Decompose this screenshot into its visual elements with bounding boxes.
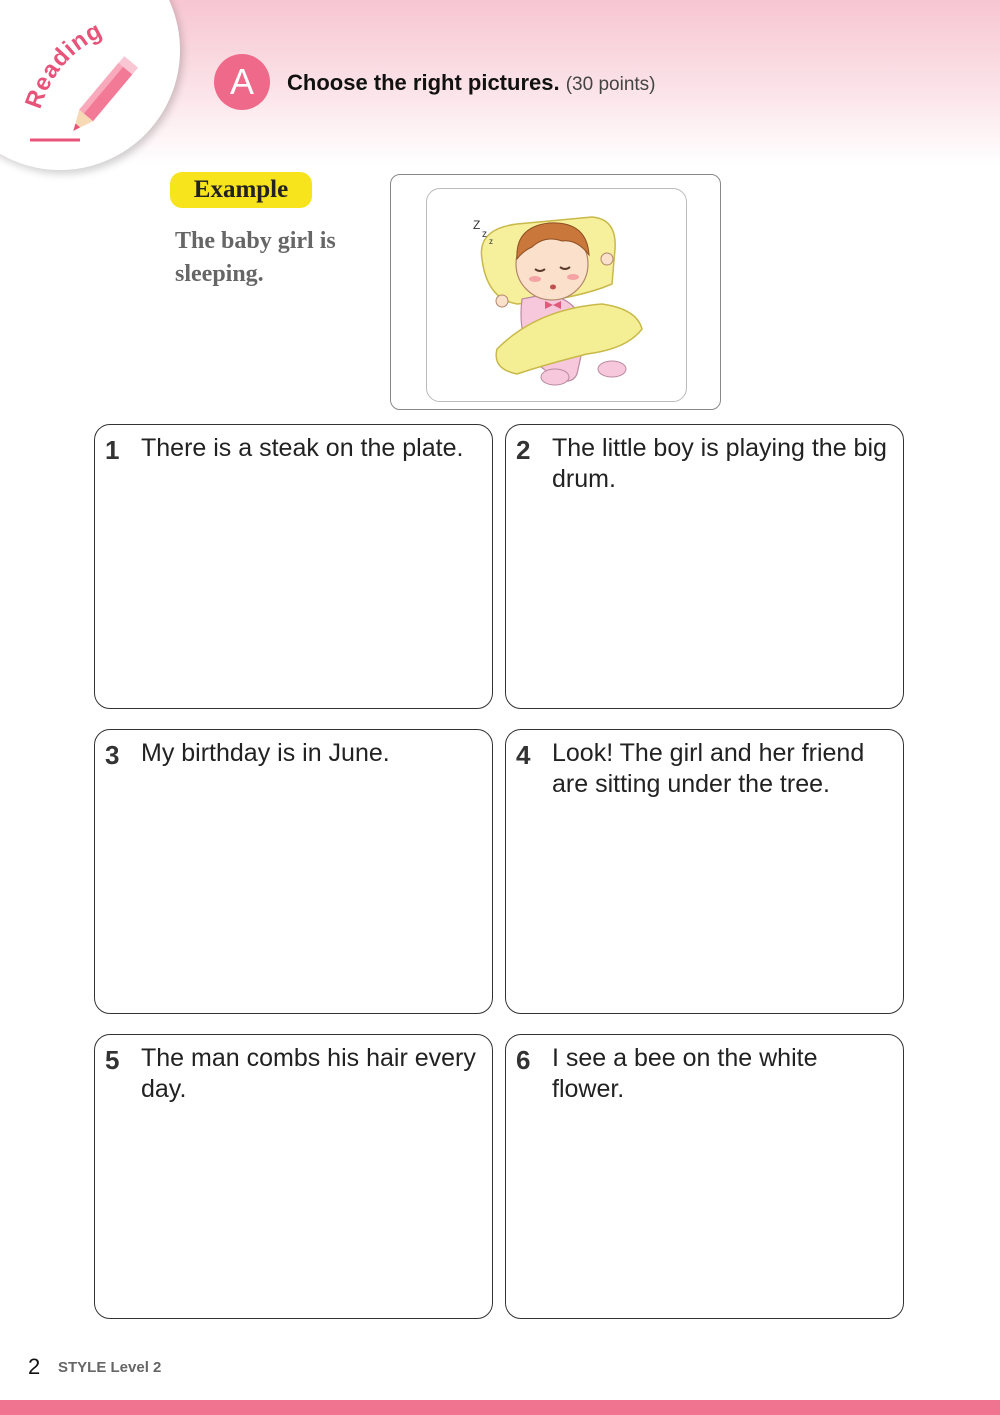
question-text: There is a steak on the plate. [141,434,464,462]
footer-band [0,1400,1000,1415]
task-letter-badge: A [214,54,270,110]
question-text: I see a bee on the white flower. [552,1044,818,1103]
example-sentence: The baby girl is sleeping. [175,228,336,287]
section-tab-label: Reading [20,16,107,112]
book-title: STYLE Level 2 [58,1359,162,1376]
question-number: 1 [105,435,120,465]
question-card-4[interactable] [505,729,904,1014]
page-number: 2 [28,1354,41,1379]
sleeping-baby-illustration [427,189,688,403]
question-card-6[interactable] [505,1034,904,1319]
question-number: 6 [516,1045,531,1075]
question-card-1[interactable] [94,424,493,709]
example-picture [426,188,687,402]
question-card-5[interactable] [94,1034,493,1319]
question-card-3[interactable] [94,729,493,1014]
question-card-2[interactable] [505,424,904,709]
svg-text:z: z [489,237,493,246]
question-text: The little boy is playing the big drum. [552,434,887,493]
example-picture-frame [390,174,721,410]
question-text: Look! The girl and her friend are sitting under the tree. [552,739,865,798]
question-text: My birthday is in June. [141,739,390,767]
question-number: 5 [105,1045,120,1075]
example-label: Example [170,172,312,208]
question-text: The man combs his hair every day. [141,1044,476,1103]
instruction-text: Choose the right pictures. [287,70,560,95]
reading-pencil-icon [18,10,148,150]
svg-text:z: z [482,229,487,240]
question-number: 4 [516,740,531,770]
question-number: 2 [516,435,531,465]
points-label: (30 points) [565,74,656,95]
svg-text:Z: Z [473,218,481,232]
task-instruction [287,70,656,96]
question-number: 3 [105,740,120,770]
